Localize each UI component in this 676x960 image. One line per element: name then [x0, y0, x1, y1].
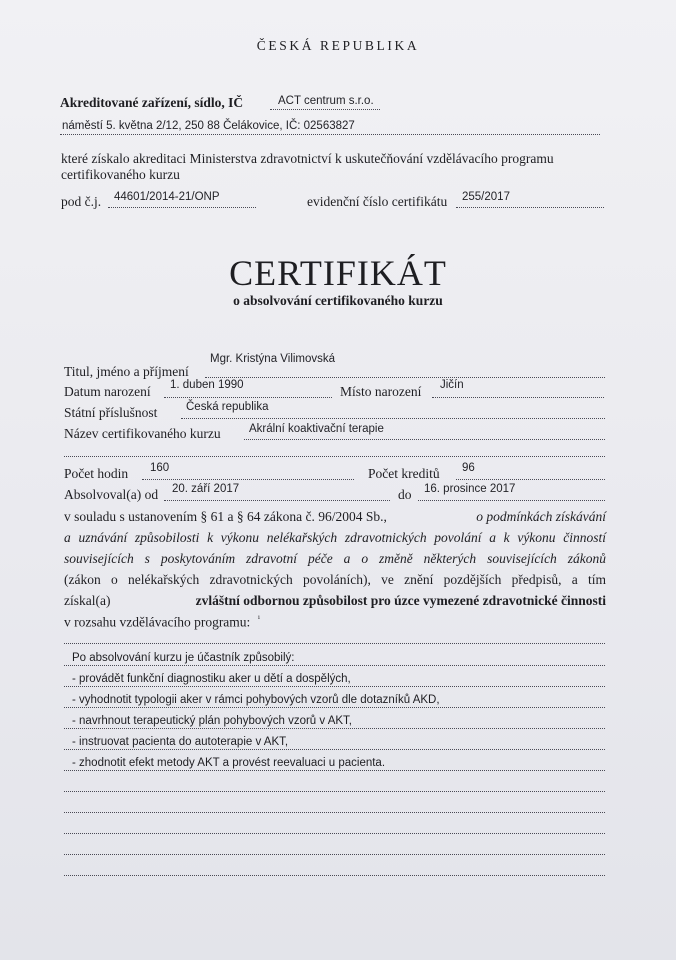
- birth-date-value: 1. duben 1990: [170, 379, 244, 391]
- dotted-line: [418, 500, 605, 501]
- certificate-number-label: evidenční číslo certifikátu: [307, 194, 448, 209]
- dotted-line: [164, 500, 390, 501]
- accreditation-text-line2: certifikovaného kurzu: [61, 167, 180, 182]
- legal-line-2: a uznávání způsobilosti k výkonu nelékařských zdravotnických povolání a k výkonu činností: [64, 530, 606, 545]
- hours-value: 160: [150, 462, 170, 474]
- dotted-line: [64, 728, 605, 729]
- dotted-line: [64, 686, 605, 687]
- course-name-label: Název certifikovaného kurzu: [64, 426, 221, 441]
- dotted-line: [60, 134, 600, 135]
- legal-line-3: souvisejících s poskytováním zdravotní péče a o změně některých souvisejících zákonů: [64, 551, 606, 566]
- legal-line-6: [64, 614, 260, 631]
- dotted-line: [64, 791, 605, 792]
- birth-date-label: Datum narození: [64, 384, 151, 399]
- accreditation-text-line1: které získalo akreditaci Ministerstva zdravotnictví k uskutečňování vzdělávacího programu: [61, 151, 554, 166]
- dotted-line: [181, 418, 605, 419]
- accredited-facility-name: ACT centrum s.r.o.: [278, 95, 374, 107]
- skill-item: - instruovat pacienta do autoterapie v AKT,: [72, 736, 289, 748]
- dotted-line: [64, 812, 605, 813]
- dotted-line: [244, 439, 605, 440]
- legal-line-1-start: v souladu s ustanovením § 61 a § 64 zákona č. 96/2004 Sb.,: [64, 509, 387, 524]
- dotted-line: [456, 479, 605, 480]
- skill-item: - vyhodnotit typologii aker v rámci pohybových vzorů dle dotazníků AKD,: [72, 694, 440, 706]
- dotted-line: [64, 749, 605, 750]
- completed-from-label: Absolvoval(a) od: [64, 487, 159, 502]
- dotted-line: [64, 875, 605, 876]
- credits-label: Počet kreditů: [368, 466, 440, 481]
- legal-line-1-end: o podmínkách získávání: [476, 509, 606, 524]
- birth-place-value: Jičín: [440, 379, 464, 391]
- dotted-line: [432, 397, 604, 398]
- skill-item: - navrhnout terapeutický plán pohybových vzorů v AKT,: [72, 715, 352, 727]
- skill-list-heading: Po absolvování kurzu je účastník způsobilý:: [72, 652, 295, 664]
- certificate-title: CERTIFIKÁT: [229, 253, 447, 293]
- dotted-line: [64, 456, 605, 457]
- legal-line-1: [64, 509, 606, 525]
- country-heading: ČESKÁ REPUBLIKA: [256, 38, 420, 53]
- dotted-line: [64, 643, 605, 644]
- facility-address: náměstí 5. května 2/12, 250 88 Čelákovice, IČ: 02563827: [62, 120, 355, 132]
- name-value: Mgr. Kristýna Vilimovská: [210, 353, 336, 365]
- accredited-facility-label: Akreditované zařízení, sídlo, IČ: [60, 95, 244, 110]
- skill-item: - zhodnotit efekt metody AKT a provést reevaluaci u pacienta.: [72, 757, 386, 769]
- legal-line-5: [64, 593, 606, 609]
- dotted-line: [64, 707, 605, 708]
- dotted-line: [270, 109, 380, 110]
- name-label: Titul, jméno a příjmení: [64, 364, 189, 379]
- birth-place-label: Místo narození: [340, 384, 422, 399]
- dotted-line: [456, 207, 604, 208]
- course-name-value: Akrální koaktivační terapie: [249, 423, 384, 435]
- completed-to-value: 16. prosince 2017: [424, 483, 516, 495]
- dotted-line: [142, 479, 354, 480]
- completed-from-value: 20. září 2017: [172, 483, 240, 495]
- dotted-line: [164, 397, 332, 398]
- dotted-line: [108, 207, 256, 208]
- credits-value: 96: [462, 462, 475, 474]
- dotted-line: [64, 665, 605, 666]
- hours-label: Počet hodin: [64, 466, 129, 481]
- skill-item: - provádět funkční diagnostiku aker u dětí a dospělých,: [72, 673, 351, 685]
- reference-value: 44601/2014-21/ONP: [114, 191, 220, 203]
- legal-line-5-start: získal(a): [64, 593, 111, 608]
- nationality-value: Česká republika: [186, 401, 269, 413]
- certificate-subtitle: o absolvování certifikovaného kurzu: [233, 293, 443, 308]
- nationality-label: Státní příslušnost: [64, 405, 158, 420]
- completed-to-label: do: [398, 487, 412, 502]
- reference-label: pod č.j.: [61, 194, 102, 209]
- program-scope-text: v rozsahu vzdělávacího programu:: [64, 614, 251, 630]
- dotted-line: [64, 770, 605, 771]
- dotted-line: [64, 854, 605, 855]
- footnote-mark: ¹: [257, 614, 261, 623]
- special-competence-text: zvláštní odbornou způsobilost pro úzce vymezené zdravotnické činnosti: [195, 593, 606, 608]
- dotted-line: [205, 377, 605, 378]
- certificate-number-value: 255/2017: [462, 191, 510, 203]
- dotted-line: [64, 833, 605, 834]
- legal-line-4: (zákon o nelékařských zdravotnických povoláních), ve znění pozdějších předpisů, a tím: [64, 572, 606, 587]
